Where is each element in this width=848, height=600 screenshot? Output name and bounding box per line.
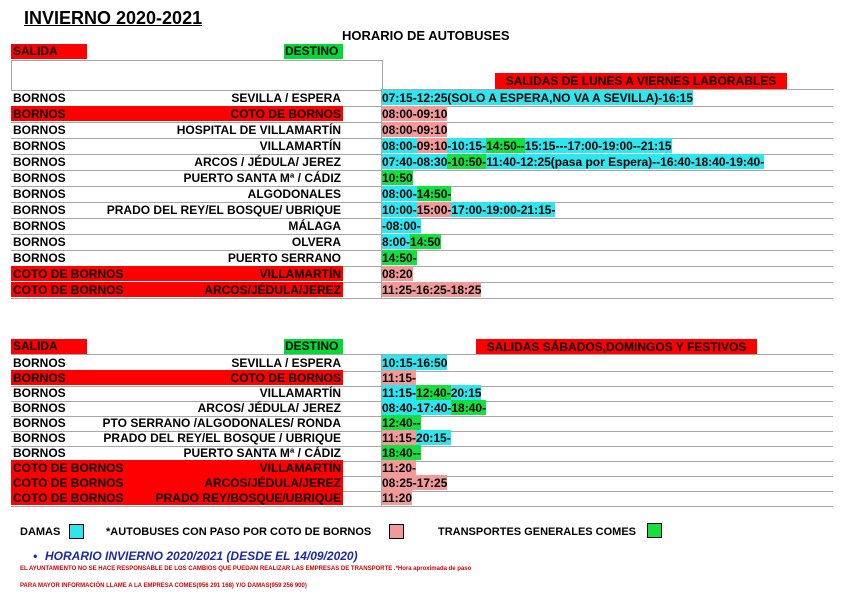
route-cell bbox=[11, 460, 343, 475]
route-cell bbox=[11, 202, 343, 217]
legend-comes-label: TRANSPORTES GENERALES COMES bbox=[438, 526, 637, 538]
horario-bullet: • bbox=[33, 549, 38, 563]
time-segment: 18:40-- bbox=[382, 446, 421, 460]
destination-label: VILLAMARTÍN bbox=[259, 267, 341, 281]
table-row bbox=[11, 250, 833, 267]
route-cell bbox=[11, 218, 343, 233]
origin-label: COTO DE BORNOS bbox=[13, 283, 124, 297]
route-cell bbox=[11, 490, 343, 505]
destination-label: OLVERA bbox=[291, 235, 341, 249]
time-segment: 10:15-16:50 bbox=[382, 356, 448, 370]
time-segment: 12:40- bbox=[416, 386, 451, 400]
destination-label: MÁLAGA bbox=[288, 219, 341, 233]
table-row bbox=[11, 170, 833, 187]
time-segment: 20:15- bbox=[416, 431, 451, 445]
time-segment: 07:40-08:30 bbox=[382, 155, 448, 169]
time-segment: 08:20 bbox=[382, 267, 413, 281]
page-title: INVIERNO 2020-2021 bbox=[24, 8, 203, 28]
legend-comes-swatch bbox=[647, 523, 662, 538]
destination-label: VILLAMARTÍN bbox=[259, 461, 341, 475]
origin-label: COTO DE BORNOS bbox=[13, 476, 124, 490]
route-cell bbox=[11, 370, 343, 385]
origin-label: COTO DE BORNOS bbox=[13, 267, 124, 281]
info-note: PARA MAYOR INFORMACIÓN LLAME A LA EMPRESA COMES(956 291 168) Y/O DAMAS(959 256 900) bbox=[20, 583, 307, 589]
origin-label: BORNOS bbox=[13, 123, 66, 137]
time-segment: -10:50- bbox=[447, 155, 487, 169]
origin-label: COTO DE BORNOS bbox=[13, 461, 124, 475]
route-cell bbox=[11, 106, 343, 121]
origin-label: BORNOS bbox=[13, 155, 66, 169]
schedule-cell bbox=[382, 266, 413, 281]
time-segment: 08:00-09:10 bbox=[382, 107, 448, 121]
time-segment: 10:00- bbox=[382, 203, 417, 217]
schedule-cell bbox=[382, 355, 447, 370]
schedule-cell bbox=[382, 106, 447, 121]
table-row bbox=[11, 490, 833, 507]
schedule-cell bbox=[382, 122, 447, 137]
table-row bbox=[11, 138, 833, 155]
page-subtitle: HORARIO DE AUTOBUSES bbox=[342, 28, 510, 43]
route-cell bbox=[11, 400, 343, 415]
time-segment: 11:25-16:25-18:25 bbox=[382, 283, 482, 297]
time-segment: -08:00- bbox=[382, 219, 421, 233]
time-segment: 08:40-17:40- bbox=[382, 401, 452, 415]
destination-label: HOSPITAL DE VILLAMARTÍN bbox=[176, 123, 341, 137]
weekday-salida-header: SALIDA bbox=[11, 44, 87, 59]
origin-label: BORNOS bbox=[13, 356, 66, 370]
time-segment: 11:40-12:25(pasa por Espera)--16:40-18:40-19:40- bbox=[486, 155, 765, 169]
schedule-cell bbox=[382, 400, 486, 415]
legend-damas-swatch bbox=[69, 524, 84, 539]
time-segment: 18:40- bbox=[451, 401, 487, 415]
table-row bbox=[11, 90, 833, 107]
destination-label: ARCOS / JÉDULA/ JEREZ bbox=[194, 155, 341, 169]
destination-label: ALGODONALES bbox=[247, 187, 341, 201]
destination-label: PTO SERRANO /ALGODONALES/ RONDA bbox=[102, 416, 341, 430]
weekend-destino-header: DESTINO bbox=[284, 339, 343, 354]
weekday-header-box bbox=[11, 60, 383, 91]
destination-label: SEVILLA / ESPERA bbox=[231, 356, 341, 370]
route-cell bbox=[11, 154, 343, 169]
origin-label: BORNOS bbox=[13, 203, 66, 217]
origin-label: BORNOS bbox=[13, 251, 66, 265]
schedule-cell bbox=[382, 202, 555, 217]
time-segment: 14:50- bbox=[416, 187, 452, 201]
weekend-period-label: SALIDAS SÁBADOS,DOMINGOS Y FESTIVOS bbox=[476, 339, 757, 355]
destination-label: PUERTO SERRANO bbox=[227, 251, 341, 265]
time-segment: 11:20- bbox=[382, 461, 417, 475]
time-segment: -10:15- bbox=[447, 139, 487, 153]
route-cell bbox=[11, 122, 343, 137]
time-segment: 14:50- bbox=[382, 251, 417, 265]
origin-label: BORNOS bbox=[13, 107, 66, 121]
horario-note: HORARIO INVIERNO 2020/2021 (DESDE EL 14/09/2020) bbox=[45, 549, 358, 563]
table-row bbox=[11, 154, 833, 171]
origin-label: BORNOS bbox=[13, 446, 66, 460]
schedule-cell bbox=[382, 234, 441, 249]
time-segment: 17:00-19:00-21:15- bbox=[451, 203, 556, 217]
origin-label: BORNOS bbox=[13, 91, 66, 105]
time-segment: 10:50 bbox=[382, 171, 413, 185]
destination-label: PRADO DEL REY/EL BOSQUE / UBRIQUE bbox=[103, 431, 341, 445]
origin-label: COTO DE BORNOS bbox=[13, 491, 124, 505]
destination-label: PUERTO SANTA Mª / CÁDIZ bbox=[183, 446, 341, 460]
time-segment: 14:50 bbox=[410, 235, 441, 249]
time-segment: 07:15-12:25(SOLO A ESPERA,NO VA A SEVILLA)-16:15 bbox=[382, 91, 693, 105]
schedule-cell bbox=[382, 475, 447, 490]
destination-label: VILLAMARTÍN bbox=[259, 386, 341, 400]
schedule-cell bbox=[382, 490, 412, 505]
table-row bbox=[11, 218, 833, 235]
origin-label: BORNOS bbox=[13, 386, 66, 400]
schedule-cell bbox=[382, 170, 413, 185]
time-segment: 15:00- bbox=[416, 203, 452, 217]
weekday-period-label: SALIDAS DE LUNES A VIERNES LABORABLES bbox=[495, 73, 787, 89]
schedule-cell bbox=[382, 385, 481, 400]
time-segment: 08:00- bbox=[382, 187, 417, 201]
route-cell bbox=[11, 186, 343, 201]
legend-damas-label: DAMAS bbox=[20, 526, 61, 538]
origin-label: BORNOS bbox=[13, 187, 66, 201]
route-cell bbox=[11, 138, 343, 153]
time-segment: 08:00-09:10 bbox=[382, 123, 448, 137]
time-segment: 11:15- bbox=[382, 431, 417, 445]
schedule-cell bbox=[382, 250, 417, 265]
table-row bbox=[11, 202, 833, 219]
destination-label: ARCOS/JÉDULA/JEREZ bbox=[204, 476, 341, 490]
time-segment: 11:15- bbox=[382, 371, 417, 385]
destination-label: ARCOS/ JÉDULA/ JEREZ bbox=[197, 401, 341, 415]
time-segment: 14:50-- bbox=[486, 139, 525, 153]
route-cell bbox=[11, 385, 343, 400]
schedule-cell bbox=[382, 370, 416, 385]
schedule-cell bbox=[382, 186, 451, 201]
weekend-salida-header: SALIDA bbox=[11, 339, 87, 354]
route-cell bbox=[11, 415, 343, 430]
legend-coto-label: *AUTOBUSES CON PASO POR COTO DE BORNOS bbox=[106, 526, 372, 538]
table-row bbox=[11, 106, 833, 123]
table-row bbox=[11, 266, 833, 283]
time-segment: 12:40-- bbox=[382, 416, 421, 430]
route-cell bbox=[11, 170, 343, 185]
schedule-cell bbox=[382, 138, 672, 153]
time-segment: 8:00- bbox=[382, 235, 411, 249]
destination-label: COTO DE BORNOS bbox=[230, 371, 341, 385]
origin-label: BORNOS bbox=[13, 431, 66, 445]
destination-label: SEVILLA / ESPERA bbox=[231, 91, 341, 105]
destination-label: PUERTO SANTA Mª / CÁDIZ bbox=[183, 171, 341, 185]
time-segment: 08:25-17:25 bbox=[382, 476, 448, 490]
destination-label: ARCOS/JÉDULA/JEREZ bbox=[204, 283, 341, 297]
destination-label: VILLAMARTÍN bbox=[259, 139, 341, 153]
table-row bbox=[11, 234, 833, 251]
route-cell bbox=[11, 250, 343, 265]
time-segment: 20:15 bbox=[450, 386, 482, 400]
origin-label: BORNOS bbox=[13, 171, 66, 185]
table-row bbox=[11, 122, 833, 139]
table-row bbox=[11, 282, 833, 299]
destination-label: COTO DE BORNOS bbox=[230, 107, 341, 121]
time-segment: 11:20 bbox=[382, 491, 413, 505]
time-segment: 15:15---17:00-19:00--21:15 bbox=[524, 139, 672, 153]
route-cell bbox=[11, 234, 343, 249]
time-segment: 08:00- bbox=[382, 139, 417, 153]
origin-label: BORNOS bbox=[13, 416, 66, 430]
route-cell bbox=[11, 90, 343, 105]
legend-coto-swatch bbox=[389, 524, 404, 539]
route-cell bbox=[11, 266, 343, 281]
route-cell bbox=[11, 475, 343, 490]
destination-label: PRADO REY/BOSQUE/UBRIQUE bbox=[155, 491, 341, 505]
weekday-destino-header: DESTINO bbox=[284, 44, 343, 59]
schedule-cell bbox=[382, 445, 421, 460]
schedule-cell bbox=[382, 154, 764, 169]
schedule-cell bbox=[382, 282, 481, 297]
origin-label: BORNOS bbox=[13, 401, 66, 415]
schedule-cell bbox=[382, 218, 421, 233]
origin-label: BORNOS bbox=[13, 235, 66, 249]
time-segment: 11:15- bbox=[382, 386, 417, 400]
origin-label: BORNOS bbox=[13, 139, 66, 153]
schedule-cell bbox=[382, 415, 421, 430]
schedule-cell bbox=[382, 90, 693, 105]
time-segment: 09:10 bbox=[416, 139, 448, 153]
origin-label: BORNOS bbox=[13, 219, 66, 233]
disclaimer-note: EL AYUNTAMIENTO NO SE HACE RESPONSABLE DE LOS CAMBIOS QUE PUEDAN REALIZAR LAS EMPRESAS DE TRANSPORTE .*Hora aproximada de paso bbox=[20, 566, 472, 572]
route-cell bbox=[11, 355, 343, 370]
table-row bbox=[11, 186, 833, 203]
origin-label: BORNOS bbox=[13, 371, 66, 385]
schedule-cell bbox=[382, 460, 416, 475]
destination-label: PRADO DEL REY/EL BOSQUE/ UBRIQUE bbox=[106, 203, 341, 217]
route-cell bbox=[11, 282, 343, 297]
route-cell bbox=[11, 445, 343, 460]
schedule-cell bbox=[382, 430, 451, 445]
route-cell bbox=[11, 430, 343, 445]
